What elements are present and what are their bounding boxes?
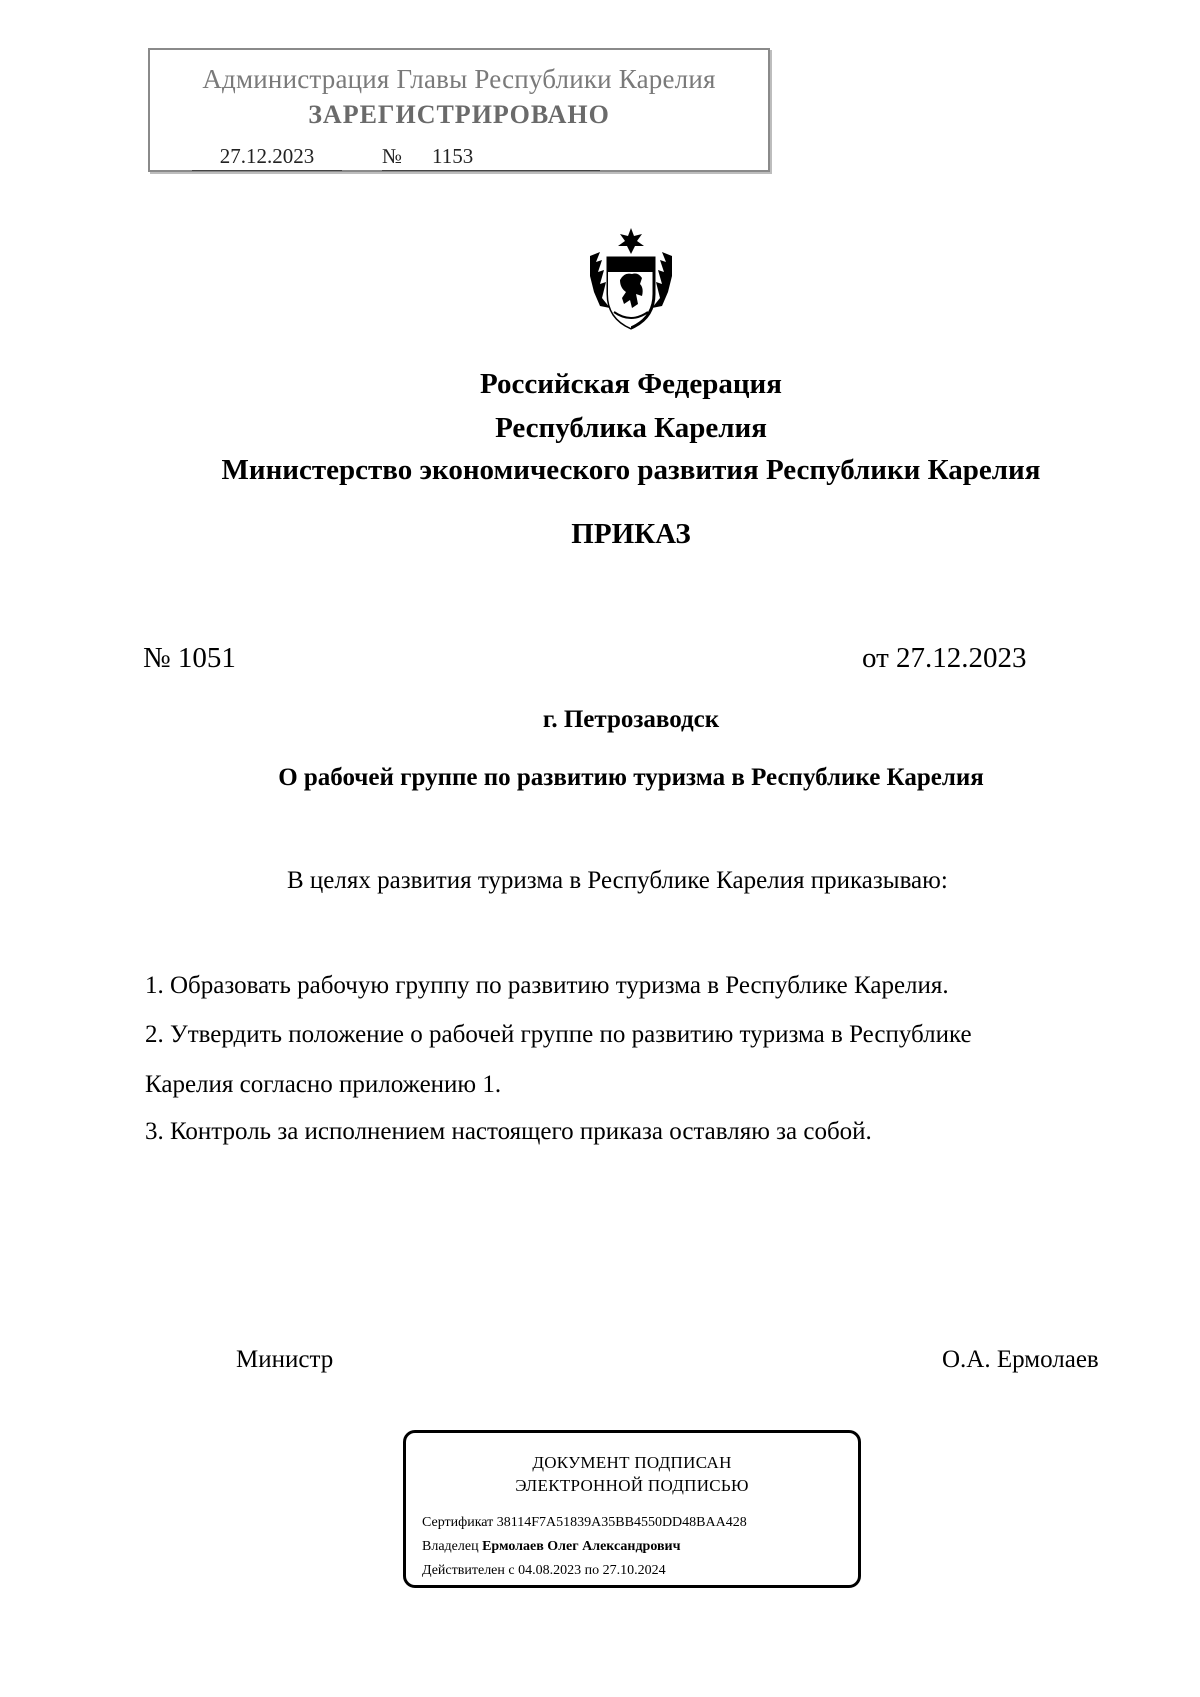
stamp-number-sign: №	[382, 144, 406, 171]
karelia-coat-of-arms-icon	[586, 228, 676, 336]
esig-cert-label: Сертификат	[422, 1515, 494, 1530]
header-ministry: Министерство экономического развития Республики Карелия	[221, 454, 1041, 486]
header-country: Российская Федерация	[480, 368, 782, 400]
esig-valid-from-label: Действителен с	[422, 1563, 515, 1578]
signer-name: О.А. Ермолаев	[942, 1346, 1099, 1373]
stamp-status: ЗАРЕГИСТРИРОВАНО	[308, 100, 610, 129]
body-item-1: 1. Образовать рабочую группу по развитию туризма в Республике Карелия.	[145, 972, 949, 999]
esig-valid-from: 04.08.2023	[518, 1563, 582, 1578]
body-intro: В целях развития туризма в Республике Карелия приказываю:	[287, 867, 948, 894]
body-item-2-line-1: 2. Утвердить положение о рабочей группе по развитию туризма в Республике	[145, 1021, 972, 1048]
document-type: ПРИКАЗ	[571, 518, 691, 550]
esig-title-line-2: ЭЛЕКТРОННОЙ ПОДПИСЬЮ	[515, 1476, 749, 1495]
electronic-signature-stamp	[403, 1430, 861, 1588]
esig-cert-value: 38114F7A51839A35BB4550DD48BAA428	[496, 1515, 747, 1530]
registration-stamp	[148, 48, 770, 172]
stamp-organization: Администрация Главы Республики Карелия	[202, 64, 716, 94]
esig-validity	[422, 1563, 666, 1579]
esig-owner-value: Ермолаев Олег Александрович	[482, 1539, 681, 1554]
esig-owner-label: Владелец	[422, 1539, 479, 1554]
stamp-date: 27.12.2023	[192, 144, 342, 171]
body-item-2-line-2: Карелия согласно приложению 1.	[145, 1071, 502, 1098]
signer-position: Министр	[236, 1346, 334, 1373]
esig-certificate	[422, 1515, 747, 1531]
order-city: г. Петрозаводск	[542, 706, 720, 733]
esig-owner	[422, 1539, 681, 1555]
esig-valid-to: 27.10.2024	[602, 1563, 666, 1578]
body-item-3: 3. Контроль за исполнением настоящего приказа оставляю за собой.	[145, 1118, 872, 1145]
esig-valid-to-label: по	[584, 1563, 600, 1578]
header-region: Республика Карелия	[495, 412, 767, 444]
esig-title-line-1: ДОКУМЕНТ ПОДПИСАН	[532, 1453, 732, 1472]
order-subject: О рабочей группе по развитию туризма в Республике Карелия	[278, 764, 984, 791]
stamp-number: 1153	[406, 144, 600, 171]
order-number: № 1051	[143, 642, 236, 674]
order-date: от 27.12.2023	[862, 642, 1027, 674]
